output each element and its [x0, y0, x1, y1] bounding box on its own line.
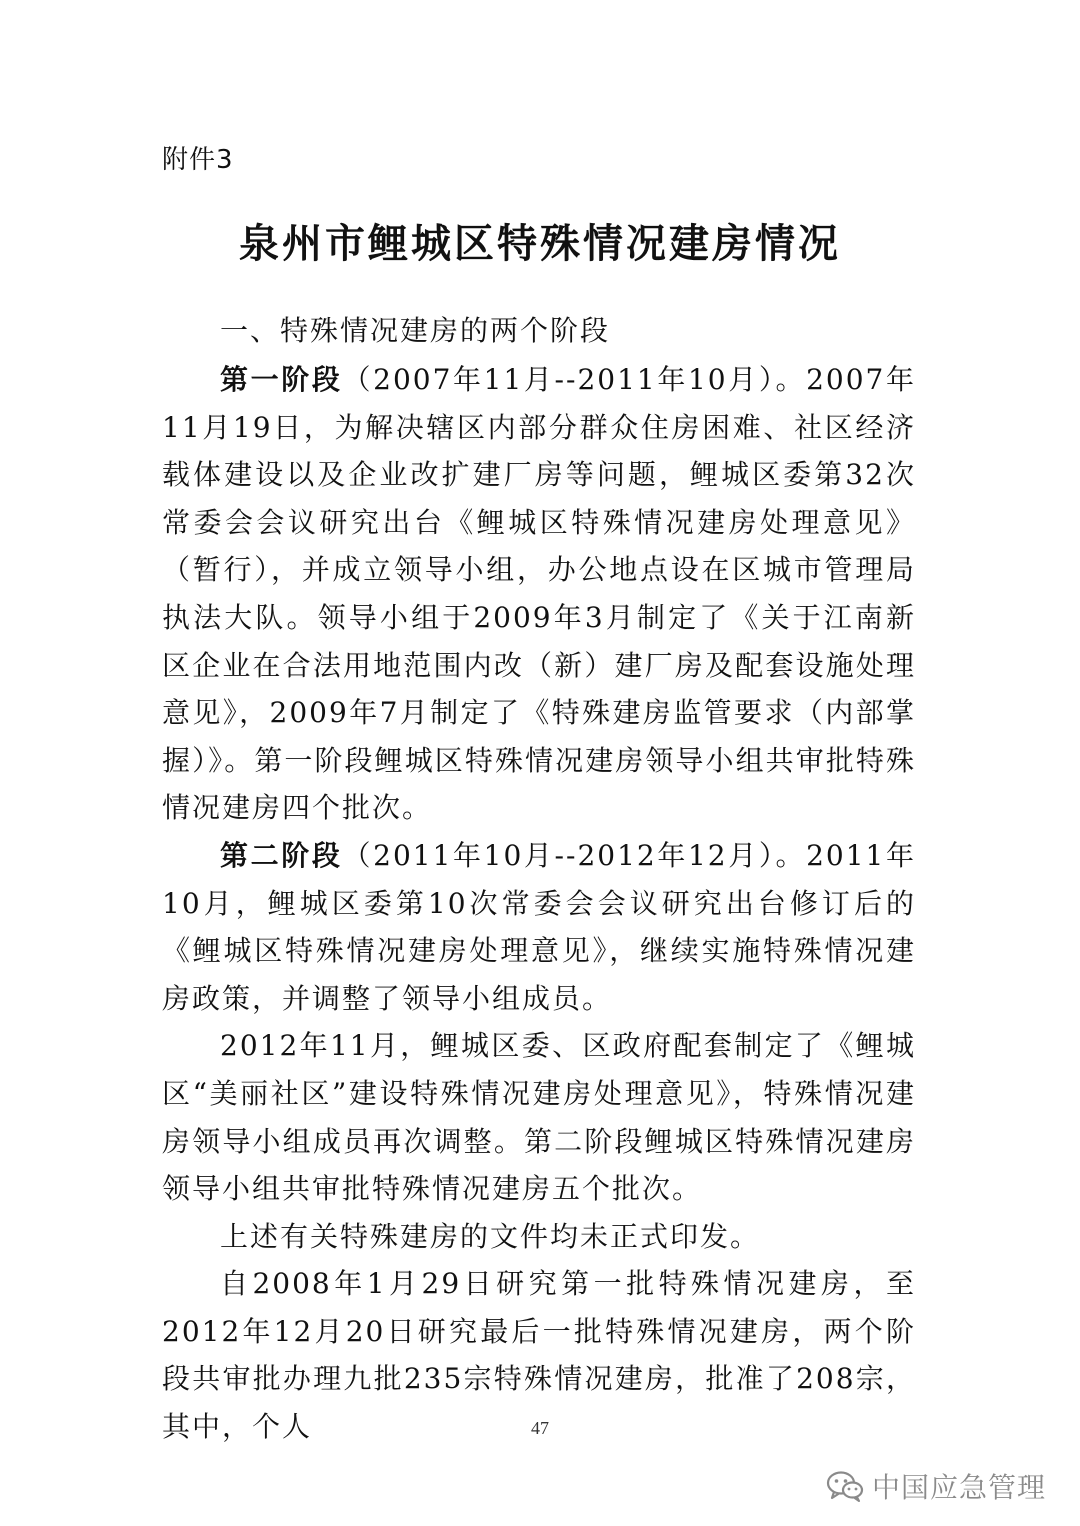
paragraph-documents-note: [162, 1213, 916, 1261]
section-heading: 一、特殊情况建房的两个阶段: [220, 314, 611, 347]
document-body: [162, 356, 916, 1451]
paragraph-2012-text: 2012年11月，鲤城区委、区政府配套制定了《鲤城区“美丽社区”建设特殊情况建房处理意见》，特殊情况建房领导小组成员再次调整。第二阶段鲤城区特殊情况建房领导小组共审批特殊情况建房五个批次。: [162, 1029, 916, 1206]
page-number: 47: [531, 1418, 549, 1438]
documents-note-text: 上述有关特殊建房的文件均未正式印发。: [220, 1219, 761, 1253]
stage-two-text: （2011年10月--2012年12月）。2011年10月，鲤城区委第10次常委会会议研究出台修订后的《鲤城区特殊情况建房处理意见》，继续实施特殊情况建房政策，并调整了领导小组成员。: [162, 838, 916, 1015]
watermark: [826, 1466, 1046, 1506]
stage-one-text: （2007年11月--2011年10月）。2007年11月19日，为解决辖区内部分群众住房困难、社区经济载体建设以及企业改扩建厂房等问题，鲤城区委第32次常委会会议研究出台《鲤城区特殊情况建房处理意见》（暂行），并成立领导小组，办公地点设在区城市管理局执法大队。领导小组于2009年3月制定了《关于江南新区企业在合法用地范围内改（新）建厂房及配套设施处理意见》，2009年7月制定了《特殊建房监管要求（内部掌握）》。第一阶段鲤城区特殊情况建房领导小组共审批特殊情况建房四个批次。: [162, 363, 916, 825]
document-title: 泉州市鲤城区特殊情况建房情况: [239, 220, 841, 267]
stage-two-lead: 第二阶段: [220, 838, 343, 872]
watermark-text: 中国应急管理: [871, 1471, 1046, 1504]
summary-text: 自2008年1月29日研究第一批特殊情况建房，至2012年12月20日研究最后一批特殊情况建房，两个阶段共审批办理九批235宗特殊情况建房，批准了208宗，其中，个人: [162, 1267, 916, 1444]
paragraph-stage-one: [162, 356, 916, 832]
attachment-label: 附件3: [162, 145, 234, 175]
wechat-icon: [826, 1470, 864, 1502]
paragraph-stage-two: [162, 832, 916, 1022]
paragraph-2012-measures: [162, 1022, 916, 1212]
stage-one-lead: 第一阶段: [220, 363, 343, 396]
